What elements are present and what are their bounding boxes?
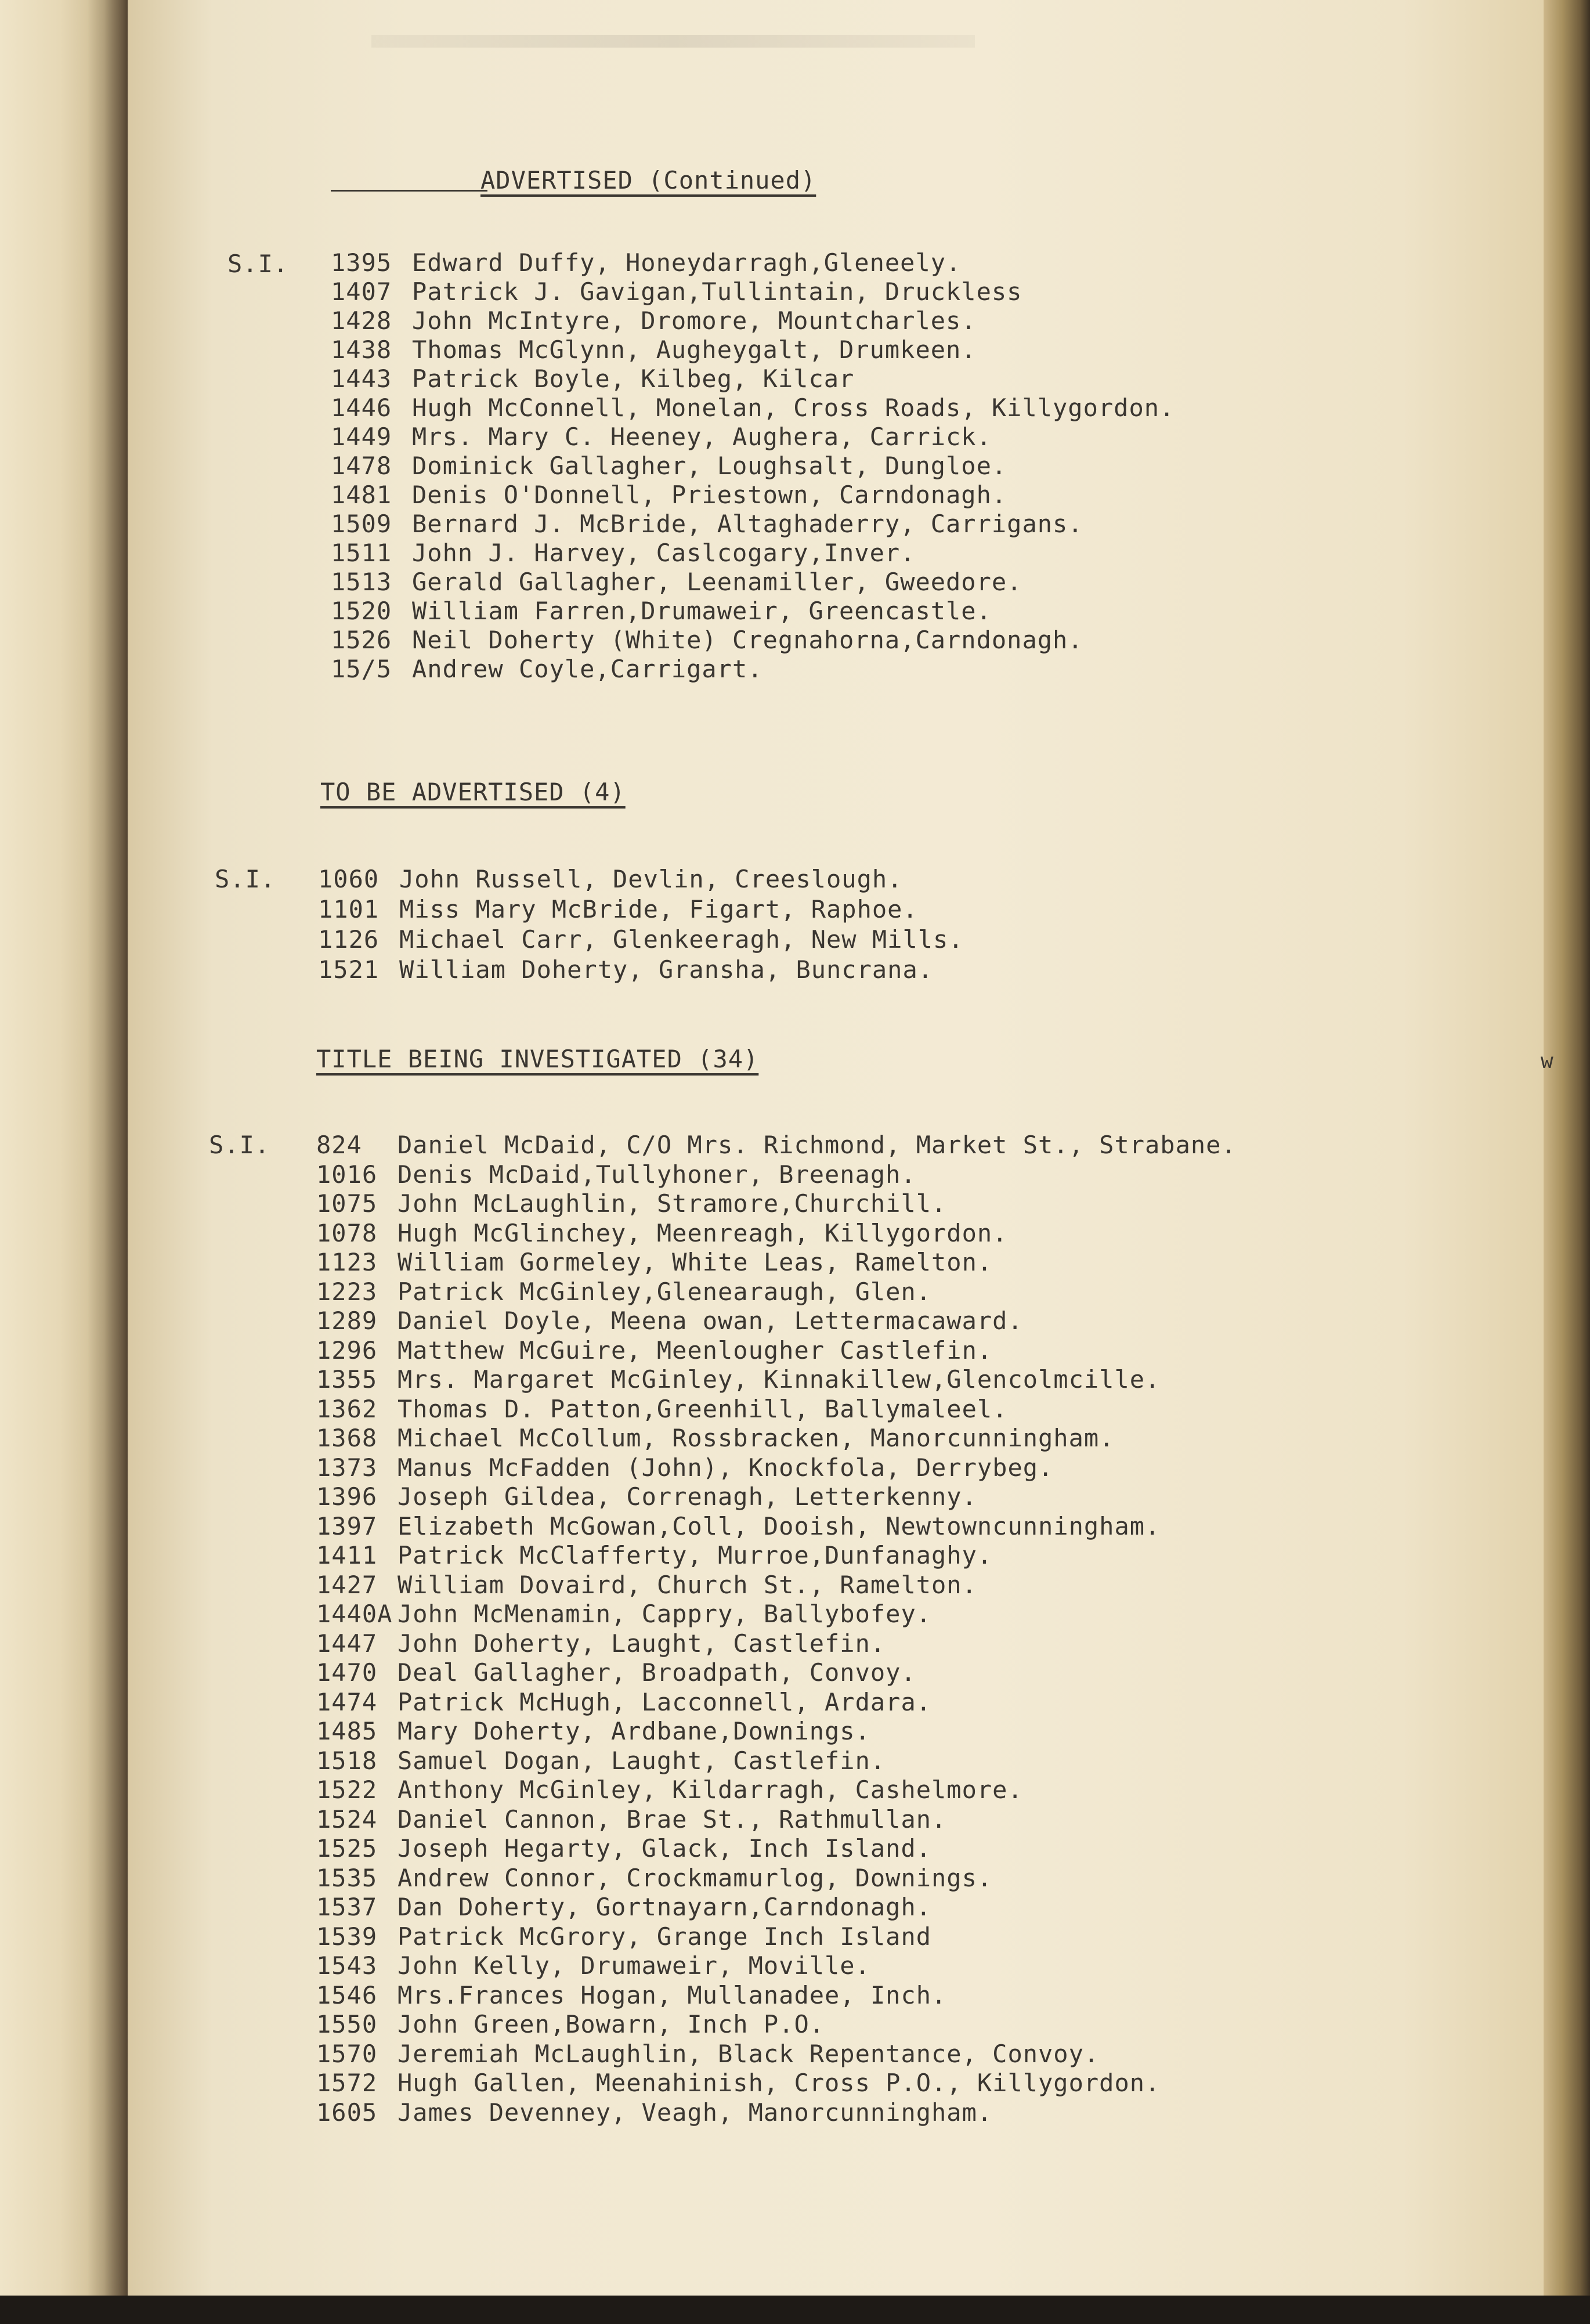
entry-text: Mrs. Margaret McGinley, Kinnakillew,Glencolmcille. bbox=[398, 1365, 1161, 1394]
entry-number: 1572 bbox=[316, 2069, 378, 2097]
entry-text: John Green,Bowarn, Inch P.O. bbox=[398, 2010, 825, 2038]
entry-number: 1546 bbox=[316, 1980, 378, 2009]
section-code: S.I. bbox=[215, 865, 276, 893]
entry-text: John Kelly, Drumaweir, Moville. bbox=[398, 1951, 870, 1980]
entry-text: Michael Carr, Glenkeeragh, New Mills. bbox=[399, 925, 964, 954]
entry-text: Thomas D. Patton,Greenhill, Ballymaleel. bbox=[398, 1394, 1008, 1423]
entry-number: 824 bbox=[316, 1131, 362, 1159]
entry-number: 1520 bbox=[331, 597, 392, 625]
entry-text: William Gormeley, White Leas, Ramelton. bbox=[398, 1248, 993, 1276]
entry-number: 1060 bbox=[318, 865, 380, 893]
entry-number: 1447 bbox=[316, 1629, 378, 1658]
entry-number: 1470 bbox=[316, 1658, 378, 1687]
entry-number: 1525 bbox=[316, 1834, 378, 1863]
entry-text: Patrick McClafferty, Murroe,Dunfanaghy. bbox=[398, 1541, 993, 1569]
entry-text: Patrick J. Gavigan,Tullintain, Druckless bbox=[412, 277, 1022, 306]
entry-number: 1550 bbox=[316, 2010, 378, 2038]
entry-number: 1078 bbox=[316, 1218, 378, 1247]
entry-number: 1438 bbox=[331, 335, 392, 364]
entry-text: Michael McCollum, Rossbracken, Manorcunningham. bbox=[398, 1424, 1115, 1452]
entry-text: Bernard J. McBride, Altaghaderry, Carrigans. bbox=[412, 510, 1083, 538]
entry-number: 1397 bbox=[316, 1511, 378, 1540]
entry-text: Patrick McGrory, Grange Inch Island bbox=[398, 1922, 932, 1951]
section-code: S.I. bbox=[227, 250, 289, 278]
entry-number: 1522 bbox=[316, 1776, 378, 1804]
entry-number: 1101 bbox=[318, 895, 380, 923]
entry-number: 1524 bbox=[316, 1805, 378, 1834]
section-heading-advertised: ADVERTISED (Continued) bbox=[480, 166, 816, 194]
entry-number: 1296 bbox=[316, 1336, 378, 1365]
entry-number: 1407 bbox=[331, 277, 392, 306]
entry-number: 1605 bbox=[316, 2098, 378, 2127]
heading-rule bbox=[331, 190, 487, 192]
entry-number: 1481 bbox=[331, 481, 392, 509]
section-heading-to-be-advertised: TO BE ADVERTISED (4) bbox=[320, 778, 626, 806]
entry-number: 1474 bbox=[316, 1687, 378, 1716]
entry-text: Jeremiah McLaughlin, Black Repentance, Convoy. bbox=[398, 2039, 1100, 2068]
entry-text: Patrick McHugh, Lacconnell, Ardara. bbox=[398, 1687, 932, 1716]
entry-text: Andrew Connor, Crockmamurlog, Downings. bbox=[398, 1863, 993, 1892]
entry-number: 1535 bbox=[316, 1863, 378, 1892]
page-edge-stack bbox=[1544, 0, 1590, 2296]
entry-text: John Doherty, Laught, Castlefin. bbox=[398, 1629, 886, 1658]
entry-number: 1446 bbox=[331, 394, 392, 422]
bleed-through-text bbox=[371, 35, 975, 48]
entry-text: Hugh McConnell, Monelan, Cross Roads, Killygordon. bbox=[412, 394, 1175, 422]
entry-text: James Devenney, Veagh, Manorcunningham. bbox=[398, 2098, 993, 2127]
entry-text: Denis O'Donnell, Priestown, Carndonagh. bbox=[412, 481, 1007, 509]
entry-number: 1373 bbox=[316, 1453, 378, 1482]
entry-text: Gerald Gallagher, Leenamiller, Gweedore. bbox=[412, 568, 1022, 596]
entry-number: 1537 bbox=[316, 1893, 378, 1921]
entry-text: John McLaughlin, Stramore,Churchill. bbox=[398, 1189, 947, 1218]
entry-text: Anthony McGinley, Kildarragh, Cashelmore. bbox=[398, 1776, 1023, 1804]
entry-text: John Russell, Devlin, Creeslough. bbox=[399, 865, 903, 893]
entry-text: Edward Duffy, Honeydarragh,Gleneely. bbox=[412, 248, 962, 277]
entry-text: Manus McFadden (John), Knockfola, Derrybeg. bbox=[398, 1453, 1054, 1482]
entry-text: John J. Harvey, Caslcogary,Inver. bbox=[412, 539, 916, 567]
entry-text: Deal Gallagher, Broadpath, Convoy. bbox=[398, 1658, 916, 1687]
entry-text: Andrew Coyle,Carrigart. bbox=[412, 655, 763, 683]
entry-number: 1511 bbox=[331, 539, 392, 567]
entry-number: 1440A bbox=[316, 1600, 393, 1628]
entry-text: Neil Doherty (White) Cregnahorna,Carndonagh. bbox=[412, 626, 1083, 654]
entry-number: 1126 bbox=[318, 925, 380, 954]
entry-number: 1478 bbox=[331, 452, 392, 480]
entry-text: Elizabeth McGowan,Coll, Dooish, Newtowncunningham. bbox=[398, 1511, 1161, 1540]
entry-text: Patrick Boyle, Kilbeg, Kilcar bbox=[412, 365, 855, 393]
entry-text: Daniel Doyle, Meena owan, Lettermacaward. bbox=[398, 1307, 1023, 1335]
margin-mark: w bbox=[1541, 1049, 1554, 1073]
entry-text: Dan Doherty, Gortnayarn,Carndonagh. bbox=[398, 1893, 932, 1921]
entry-number: 1395 bbox=[331, 248, 392, 277]
entry-text: Daniel Cannon, Brae St., Rathmullan. bbox=[398, 1805, 947, 1834]
entry-number: 1509 bbox=[331, 510, 392, 538]
entry-number: 1016 bbox=[316, 1160, 378, 1189]
entry-number: 1539 bbox=[316, 1922, 378, 1951]
entry-text: Dominick Gallagher, Loughsalt, Dungloe. bbox=[412, 452, 1007, 480]
section-code: S.I. bbox=[209, 1131, 270, 1159]
entry-number: 1518 bbox=[316, 1746, 378, 1775]
entry-number: 1427 bbox=[316, 1570, 378, 1599]
entry-number: 1543 bbox=[316, 1951, 378, 1980]
entry-number: 1411 bbox=[316, 1541, 378, 1569]
entry-number: 15/5 bbox=[331, 655, 392, 683]
entry-text: Daniel McDaid, C/O Mrs. Richmond, Market St., Strabane. bbox=[398, 1131, 1237, 1159]
entry-text: Mrs. Mary C. Heeney, Aughera, Carrick. bbox=[412, 423, 992, 451]
entry-number: 1526 bbox=[331, 626, 392, 654]
entry-number: 1362 bbox=[316, 1394, 378, 1423]
entry-text: Hugh McGlinchey, Meenreagh, Killygordon. bbox=[398, 1218, 1008, 1247]
entry-number: 1570 bbox=[316, 2039, 378, 2068]
entry-text: William Doherty, Gransha, Buncrana. bbox=[399, 955, 934, 984]
entry-number: 1513 bbox=[331, 568, 392, 596]
entry-text: Mary Doherty, Ardbane,Downings. bbox=[398, 1717, 870, 1745]
entry-text: Hugh Gallen, Meenahinish, Cross P.O., Killygordon. bbox=[398, 2069, 1161, 2097]
entry-number: 1289 bbox=[316, 1307, 378, 1335]
entry-number: 1368 bbox=[316, 1424, 378, 1452]
entry-text: William Dovaird, Church St., Ramelton. bbox=[398, 1570, 977, 1599]
entry-number: 1485 bbox=[316, 1717, 378, 1745]
entry-text: Miss Mary McBride, Figart, Raphoe. bbox=[399, 895, 918, 923]
entry-number: 1449 bbox=[331, 423, 392, 451]
entry-text: John McIntyre, Dromore, Mountcharles. bbox=[412, 306, 977, 335]
entry-text: Samuel Dogan, Laught, Castlefin. bbox=[398, 1746, 886, 1775]
entry-text: John McMenamin, Cappry, Ballybofey. bbox=[398, 1600, 932, 1628]
entry-text: Matthew McGuire, Meenlougher Castlefin. bbox=[398, 1336, 993, 1365]
entry-text: Mrs.Frances Hogan, Mullanadee, Inch. bbox=[398, 1980, 947, 2009]
entry-number: 1355 bbox=[316, 1365, 378, 1394]
entry-number: 1428 bbox=[331, 306, 392, 335]
entry-text: Denis McDaid,Tullyhoner, Breenagh. bbox=[398, 1160, 916, 1189]
entry-text: Patrick McGinley,Glenearaugh, Glen. bbox=[398, 1277, 932, 1306]
entry-number: 1223 bbox=[316, 1277, 378, 1306]
entry-text: William Farren,Drumaweir, Greencastle. bbox=[412, 597, 992, 625]
entry-number: 1521 bbox=[318, 955, 380, 984]
entry-text: Joseph Hegarty, Glack, Inch Island. bbox=[398, 1834, 932, 1863]
entry-number: 1396 bbox=[316, 1482, 378, 1511]
entry-number: 1075 bbox=[316, 1189, 378, 1218]
entry-number: 1123 bbox=[316, 1248, 378, 1276]
entry-text: Thomas McGlynn, Augheygalt, Drumkeen. bbox=[412, 335, 977, 364]
entry-text: Joseph Gildea, Correnagh, Letterkenny. bbox=[398, 1482, 977, 1511]
bottom-shadow bbox=[0, 2296, 1590, 2324]
entry-number: 1443 bbox=[331, 365, 392, 393]
section-heading-title-being-investigated: TITLE BEING INVESTIGATED (34) bbox=[316, 1045, 759, 1073]
